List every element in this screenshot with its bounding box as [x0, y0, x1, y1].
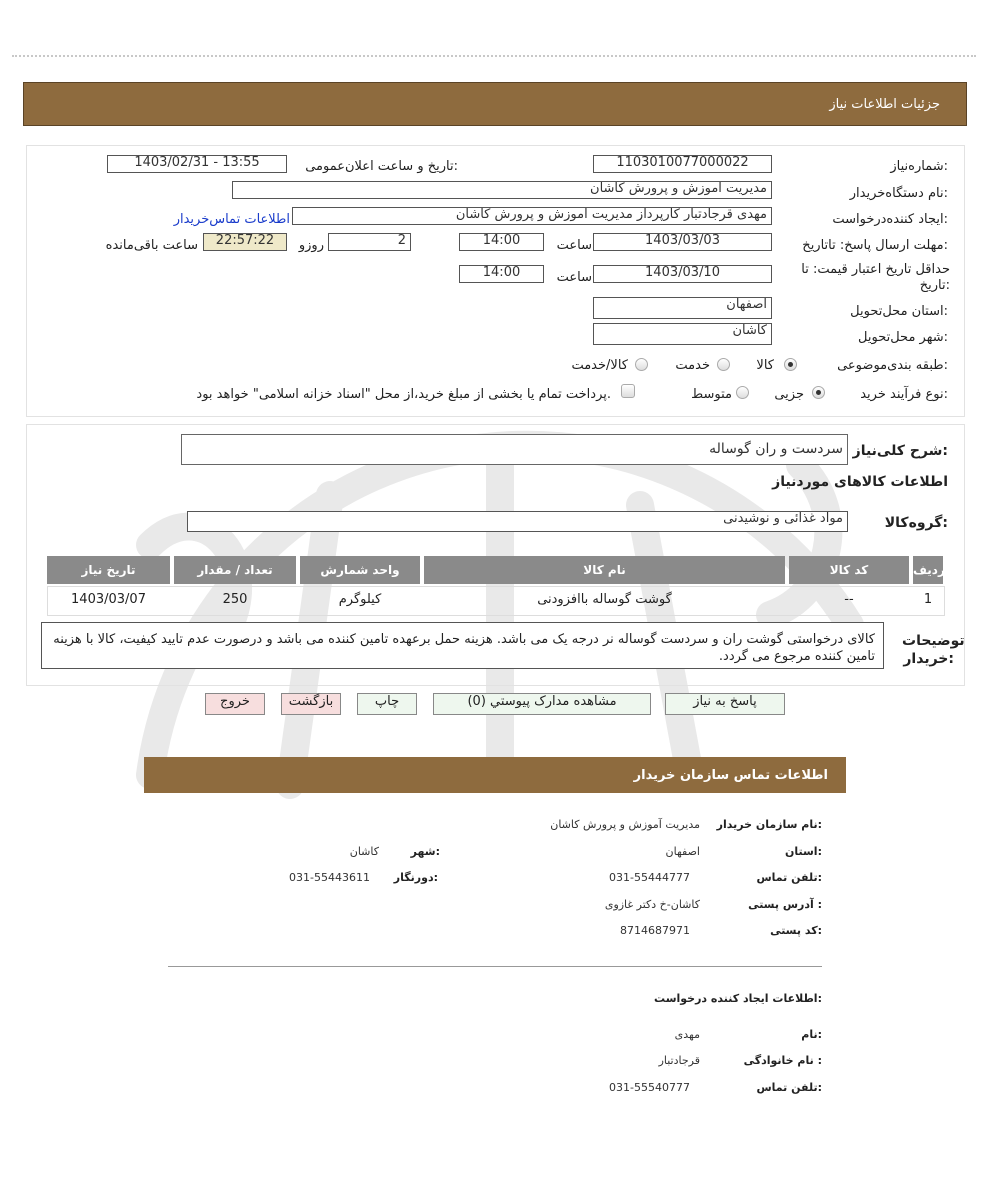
announce-datetime-field: 1403/02/31 - 13:55: [107, 155, 287, 173]
creator-name-label: نام:: [801, 1028, 822, 1041]
province-label: استان محل‌تحویل:: [850, 304, 948, 319]
exit-button[interactable]: خروج: [205, 693, 265, 715]
process-radio-medium[interactable]: [736, 386, 749, 399]
process-option-medium: متوسط: [691, 387, 732, 402]
creator-name-value: مهدی: [674, 1028, 700, 1041]
contact-city-label: شهر:: [410, 845, 440, 858]
treasury-payment-note: پرداخت تمام یا بخشی از مبلغ خرید،از محل "اسناد خزانه اسلامی" خواهد بود.: [196, 387, 611, 402]
process-option-minor: جزیی: [774, 387, 804, 402]
creator-family-value: قرجادتبار: [658, 1054, 700, 1067]
keyword-label: شرح کلی‌نیاز:: [852, 443, 948, 459]
table-header-goods-name: نام کالا: [424, 556, 785, 584]
creator-family-label: نام خانوادگی :: [743, 1054, 822, 1067]
table-header-unit: واحد شمارش: [300, 556, 420, 584]
need-number-label: شماره‌نیاز:: [890, 159, 948, 174]
top-dotted-divider: [12, 55, 976, 57]
keyword-field: سردست و ران گوساله: [181, 434, 848, 465]
creator-phone-value: 031-55540777: [609, 1081, 690, 1094]
buyer-notes-text: کالای درخواستی گوشت ران و سردست گوساله نر درجه یک می باشد. هزینه حمل برعهده تامین کننده می باشد و درصورت عدم تایید کیفیت، کالا با هزینه تامین کننده مرجوع می گردد.: [53, 632, 875, 664]
buyer-org-label: نام دستگاه‌خریدار:: [849, 186, 948, 201]
table-cell-goods-code: --: [844, 592, 854, 607]
days-label: روزو: [298, 238, 324, 253]
back-button[interactable]: بازگشت: [281, 693, 341, 715]
contact-org-label: نام سازمان خریدار:: [716, 818, 822, 831]
price-validity-date-field: 1403/03/10: [593, 265, 772, 283]
process-radio-minor[interactable]: [812, 386, 825, 399]
province-field: اصفهان: [593, 297, 772, 319]
contact-city-value: کاشان: [349, 845, 379, 858]
price-validity-hour-label: ساعت: [556, 270, 592, 285]
attachments-button[interactable]: مشاهده مدارک پیوستي (0): [433, 693, 651, 715]
creator-field: مهدی قرجادتبار کارپرداز مدیریت آموزش و پرورش کاشان: [292, 207, 772, 225]
remaining-label: ساعت باقی‌مانده: [105, 238, 198, 253]
contact-phone-value: 031-55444777: [609, 871, 690, 884]
table-header-row-number: ردیف: [913, 556, 943, 584]
buyer-contact-link[interactable]: اطلاعات تماس‌خریدار: [173, 212, 290, 227]
table-header-need-date: تاریخ نیاز: [47, 556, 170, 584]
table-cell-need-date: 1403/03/07: [71, 592, 146, 607]
price-validity-time-field: 14:00: [459, 265, 544, 283]
table-row-border: [47, 586, 945, 616]
buyer-notes-label: توضیحات خریدار:: [902, 633, 965, 667]
goods-group-label: گروه‌کالا:: [884, 515, 948, 531]
print-button[interactable]: چاپ: [357, 693, 417, 715]
contact-address-label: آدرس پستی :: [748, 898, 822, 911]
price-validity-label: حداقل تاریخ اعتبار قیمت: تا تاریخ:: [801, 262, 950, 293]
city-label: شهر محل‌تحویل:: [858, 330, 948, 345]
contact-address-value: کاشان-خ دکتر غازوی: [604, 898, 700, 911]
category-option-goods-service: کالا/خدمت: [571, 358, 628, 373]
table-header-goods-code: کد کالا: [789, 556, 909, 584]
buyer-org-field: مدیریت آموزش و پرورش کاشان: [232, 181, 772, 199]
contact-header-bar: [144, 757, 846, 793]
contact-phone-label: تلفن تماس:: [756, 871, 822, 884]
city-field: کاشان: [593, 323, 772, 345]
reply-button[interactable]: پاسخ به نیاز: [665, 693, 785, 715]
goods-info-title: اطلاعات کالاهای مورد‌نیاز: [772, 474, 948, 490]
treasury-payment-checkbox[interactable]: [621, 384, 635, 398]
deadline-time-field: 14:00: [459, 233, 544, 251]
page-title: جزئیات اطلاعات نیاز: [829, 97, 940, 112]
table-cell-unit: کیلوگرم: [338, 592, 382, 607]
contact-fax-label: دورنگار:: [393, 871, 438, 884]
table-cell-goods-name: گوشت گوساله باافزودنی: [537, 592, 672, 607]
announce-datetime-label: تاریخ و ساعت اعلان‌عمومی:: [305, 159, 458, 174]
process-label: نوع فرآیند خرید:: [860, 387, 948, 402]
contact-fax-value: 031-55443611: [289, 871, 370, 884]
creator-phone-label: تلفن تماس:: [756, 1081, 822, 1094]
remaining-time-field: 22:57:22: [203, 233, 287, 251]
deadline-label: مهلت ارسال پاسخ: تاتاریخ:: [802, 238, 948, 253]
table-cell-quantity: 250: [222, 592, 248, 607]
category-option-goods: کالا: [756, 358, 774, 373]
contact-org-value: مدیریت آموزش و پرورش کاشان: [550, 818, 700, 831]
contact-province-label: استان:: [784, 845, 822, 858]
deadline-date-field: 1403/03/03: [593, 233, 772, 251]
contact-postal-value: 8714687971: [620, 924, 690, 937]
category-radio-goods-service[interactable]: [635, 358, 648, 371]
contact-title: اطلاعات تماس سازمان خریدار: [633, 768, 828, 783]
table-cell-row-number: 1: [923, 592, 933, 607]
days-field: 2: [328, 233, 411, 251]
creator-label: ایجاد کننده‌درخواست:: [832, 212, 948, 227]
contact-divider: [168, 966, 822, 967]
deadline-hour-label: ساعت: [556, 238, 592, 253]
page-header-bar: [23, 82, 967, 126]
table-header-quantity: تعداد / مقدار: [174, 556, 296, 584]
creator-info-title: اطلاعات ایجاد کننده درخواست:: [654, 992, 822, 1005]
buyer-notes-box: [41, 622, 884, 669]
category-radio-goods[interactable]: [784, 358, 797, 371]
contact-postal-label: کد پستی:: [770, 924, 822, 937]
category-radio-service[interactable]: [717, 358, 730, 371]
goods-group-field: مواد غذائی و نوشیدنی: [187, 511, 848, 532]
category-label: طبقه بندی‌موضوعی:: [837, 358, 948, 373]
contact-province-value: اصفهان: [665, 845, 700, 858]
need-number-field: 1103010077000022: [593, 155, 772, 173]
category-option-service: خدمت: [675, 358, 710, 373]
